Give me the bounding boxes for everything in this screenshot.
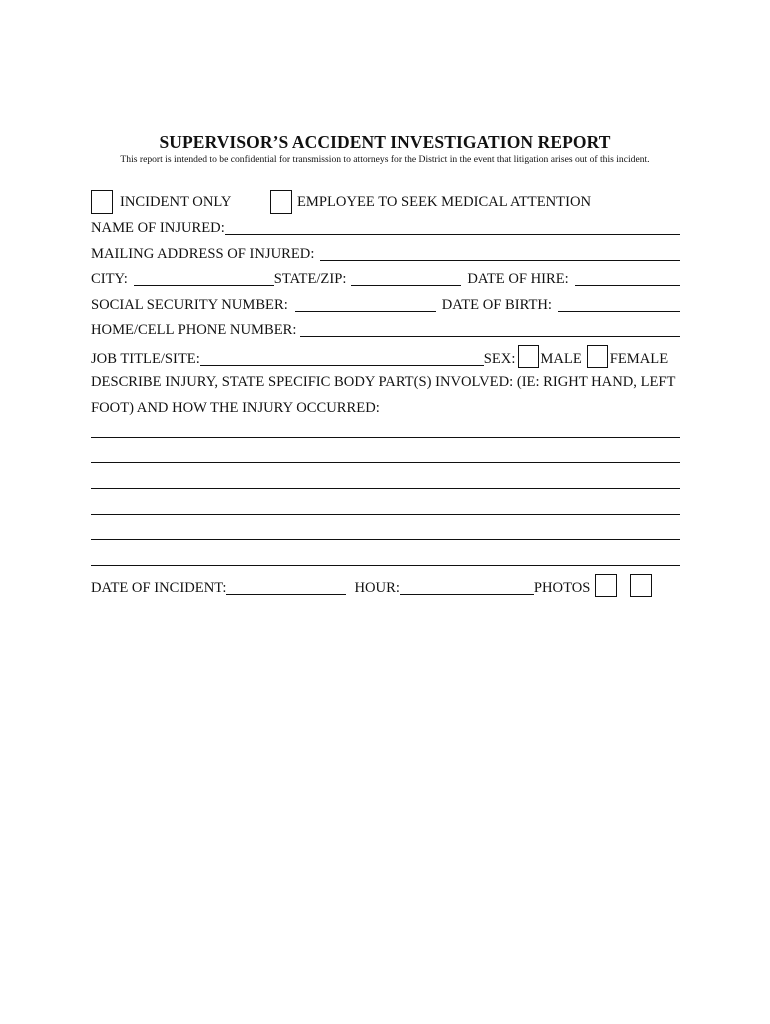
description-line[interactable] <box>91 488 680 489</box>
incident-only-label: INCIDENT ONLY <box>120 193 232 210</box>
state-zip-field[interactable] <box>351 271 461 286</box>
phone-label: HOME/CELL PHONE NUMBER: <box>91 322 297 338</box>
describe-injury-line1 <box>91 371 680 391</box>
phone-field[interactable] <box>300 322 680 337</box>
description-line[interactable] <box>91 514 680 515</box>
date-of-birth-field[interactable] <box>558 297 680 312</box>
ssn-dob-row <box>91 294 680 314</box>
male-checkbox[interactable] <box>518 345 539 368</box>
city-field[interactable] <box>134 271 274 286</box>
job-sex-row <box>91 344 680 368</box>
employee-medical-option <box>270 190 591 214</box>
mailing-address-row <box>91 243 680 263</box>
hour-label: HOUR: <box>354 580 400 596</box>
description-line[interactable] <box>91 565 680 566</box>
incident-only-checkbox[interactable] <box>91 190 113 214</box>
confidentiality-note: This report is intended to be confidential for transmission to attorneys for the District in the event that litigation arises out of this incident. <box>120 154 650 165</box>
ssn-label: SOCIAL SECURITY NUMBER: <box>91 297 288 313</box>
describe-injury-line2 <box>91 397 680 417</box>
phone-row <box>91 319 680 339</box>
name-of-injured-field[interactable] <box>225 220 680 235</box>
date-of-birth-label: DATE OF BIRTH: <box>441 297 552 313</box>
photos-no-checkbox[interactable] <box>630 574 652 597</box>
female-checkbox[interactable] <box>587 345 608 368</box>
describe-injury-label-cont: FOOT) AND HOW THE INJURY OCCURRED: <box>91 400 380 416</box>
photos-label: PHOTOS <box>533 580 591 596</box>
page-title: SUPERVISOR’S ACCIDENT INVESTIGATION REPORT <box>159 132 611 152</box>
employee-medical-checkbox[interactable] <box>270 190 292 214</box>
description-line[interactable] <box>91 462 680 463</box>
description-line[interactable] <box>91 539 680 540</box>
name-of-injured-row <box>91 217 680 237</box>
incident-date-row <box>91 573 691 597</box>
describe-injury-label: DESCRIBE INJURY, STATE SPECIFIC BODY PART(S) INVOLVED: (IE: RIGHT HAND, LEFT <box>91 374 676 390</box>
date-of-incident-field[interactable] <box>226 580 346 595</box>
date-of-hire-field[interactable] <box>575 271 680 286</box>
photos-yes-checkbox[interactable] <box>595 574 617 597</box>
date-of-incident-label: DATE OF INCIDENT: <box>91 580 227 596</box>
city-state-hire-row <box>91 268 680 288</box>
male-label: MALE <box>540 351 582 367</box>
employee-medical-label: EMPLOYEE TO SEEK MEDICAL ATTENTION <box>297 193 592 210</box>
job-title-label: JOB TITLE/SITE: <box>91 351 200 367</box>
city-label: CITY: <box>91 271 128 287</box>
state-zip-label: STATE/ZIP: <box>273 271 347 287</box>
date-of-hire-label: DATE OF HIRE: <box>467 271 569 287</box>
ssn-field[interactable] <box>295 297 436 312</box>
female-label: FEMALE <box>609 351 669 367</box>
name-of-injured-label: NAME OF INJURED: <box>91 220 225 236</box>
mailing-address-field[interactable] <box>320 246 680 261</box>
sex-label: SEX: <box>483 351 516 367</box>
job-title-field[interactable] <box>200 351 484 366</box>
hour-field[interactable] <box>400 580 534 595</box>
incident-only-option <box>91 190 231 214</box>
mailing-address-label: MAILING ADDRESS OF INJURED: <box>91 246 315 262</box>
description-line[interactable] <box>91 437 680 438</box>
